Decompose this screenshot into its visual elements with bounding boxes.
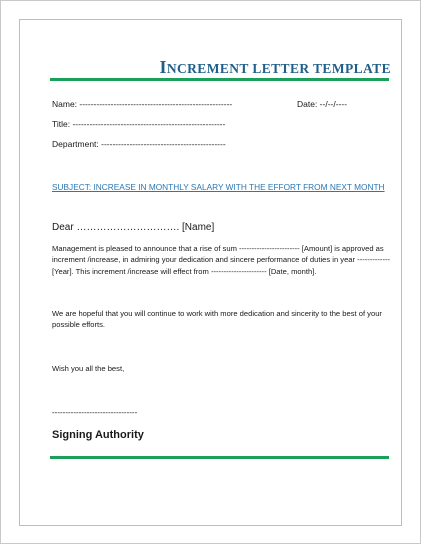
department-field: Department: -------------------------------------------- bbox=[52, 139, 226, 149]
body-paragraph-1: Management is pleased to announce that a rise of sum ------------------------ [Amount] is approved as increment /increase, in admiring your dedication and sincere performance of duties in year ------------- [Year]. This increment /increase will effect from ---------------------- [Date, month]. bbox=[52, 244, 391, 276]
subject-line: SUBJECT: INCREASE IN MONTHLY SALARY WITH THE EFFORT FROM NEXT MONTH bbox=[52, 182, 385, 192]
document-title bbox=[159, 57, 391, 78]
body-paragraph-2: We are hopeful that you will continue to work with more dedication and sincerity to the best of your possible efforts. bbox=[52, 309, 382, 330]
title-field: Title: ------------------------------------------------------ bbox=[52, 119, 226, 129]
top-accent-bar bbox=[50, 78, 389, 81]
name-field: Name: ------------------------------------------------------ bbox=[52, 99, 233, 109]
letter-document bbox=[19, 19, 402, 526]
signing-authority: Signing Authority bbox=[52, 429, 144, 441]
closing-line: Wish you all the best, bbox=[52, 364, 125, 373]
salutation: Dear …………………………. [Name] bbox=[52, 222, 215, 233]
document-title-initial: I bbox=[159, 57, 167, 77]
date-field: Date: --/--/---- bbox=[297, 99, 348, 109]
bottom-accent-bar bbox=[50, 456, 389, 459]
signature-line: -------------------------------- bbox=[52, 408, 138, 417]
document-title-rest: NCREMENT LETTER TEMPLATE bbox=[166, 61, 391, 76]
